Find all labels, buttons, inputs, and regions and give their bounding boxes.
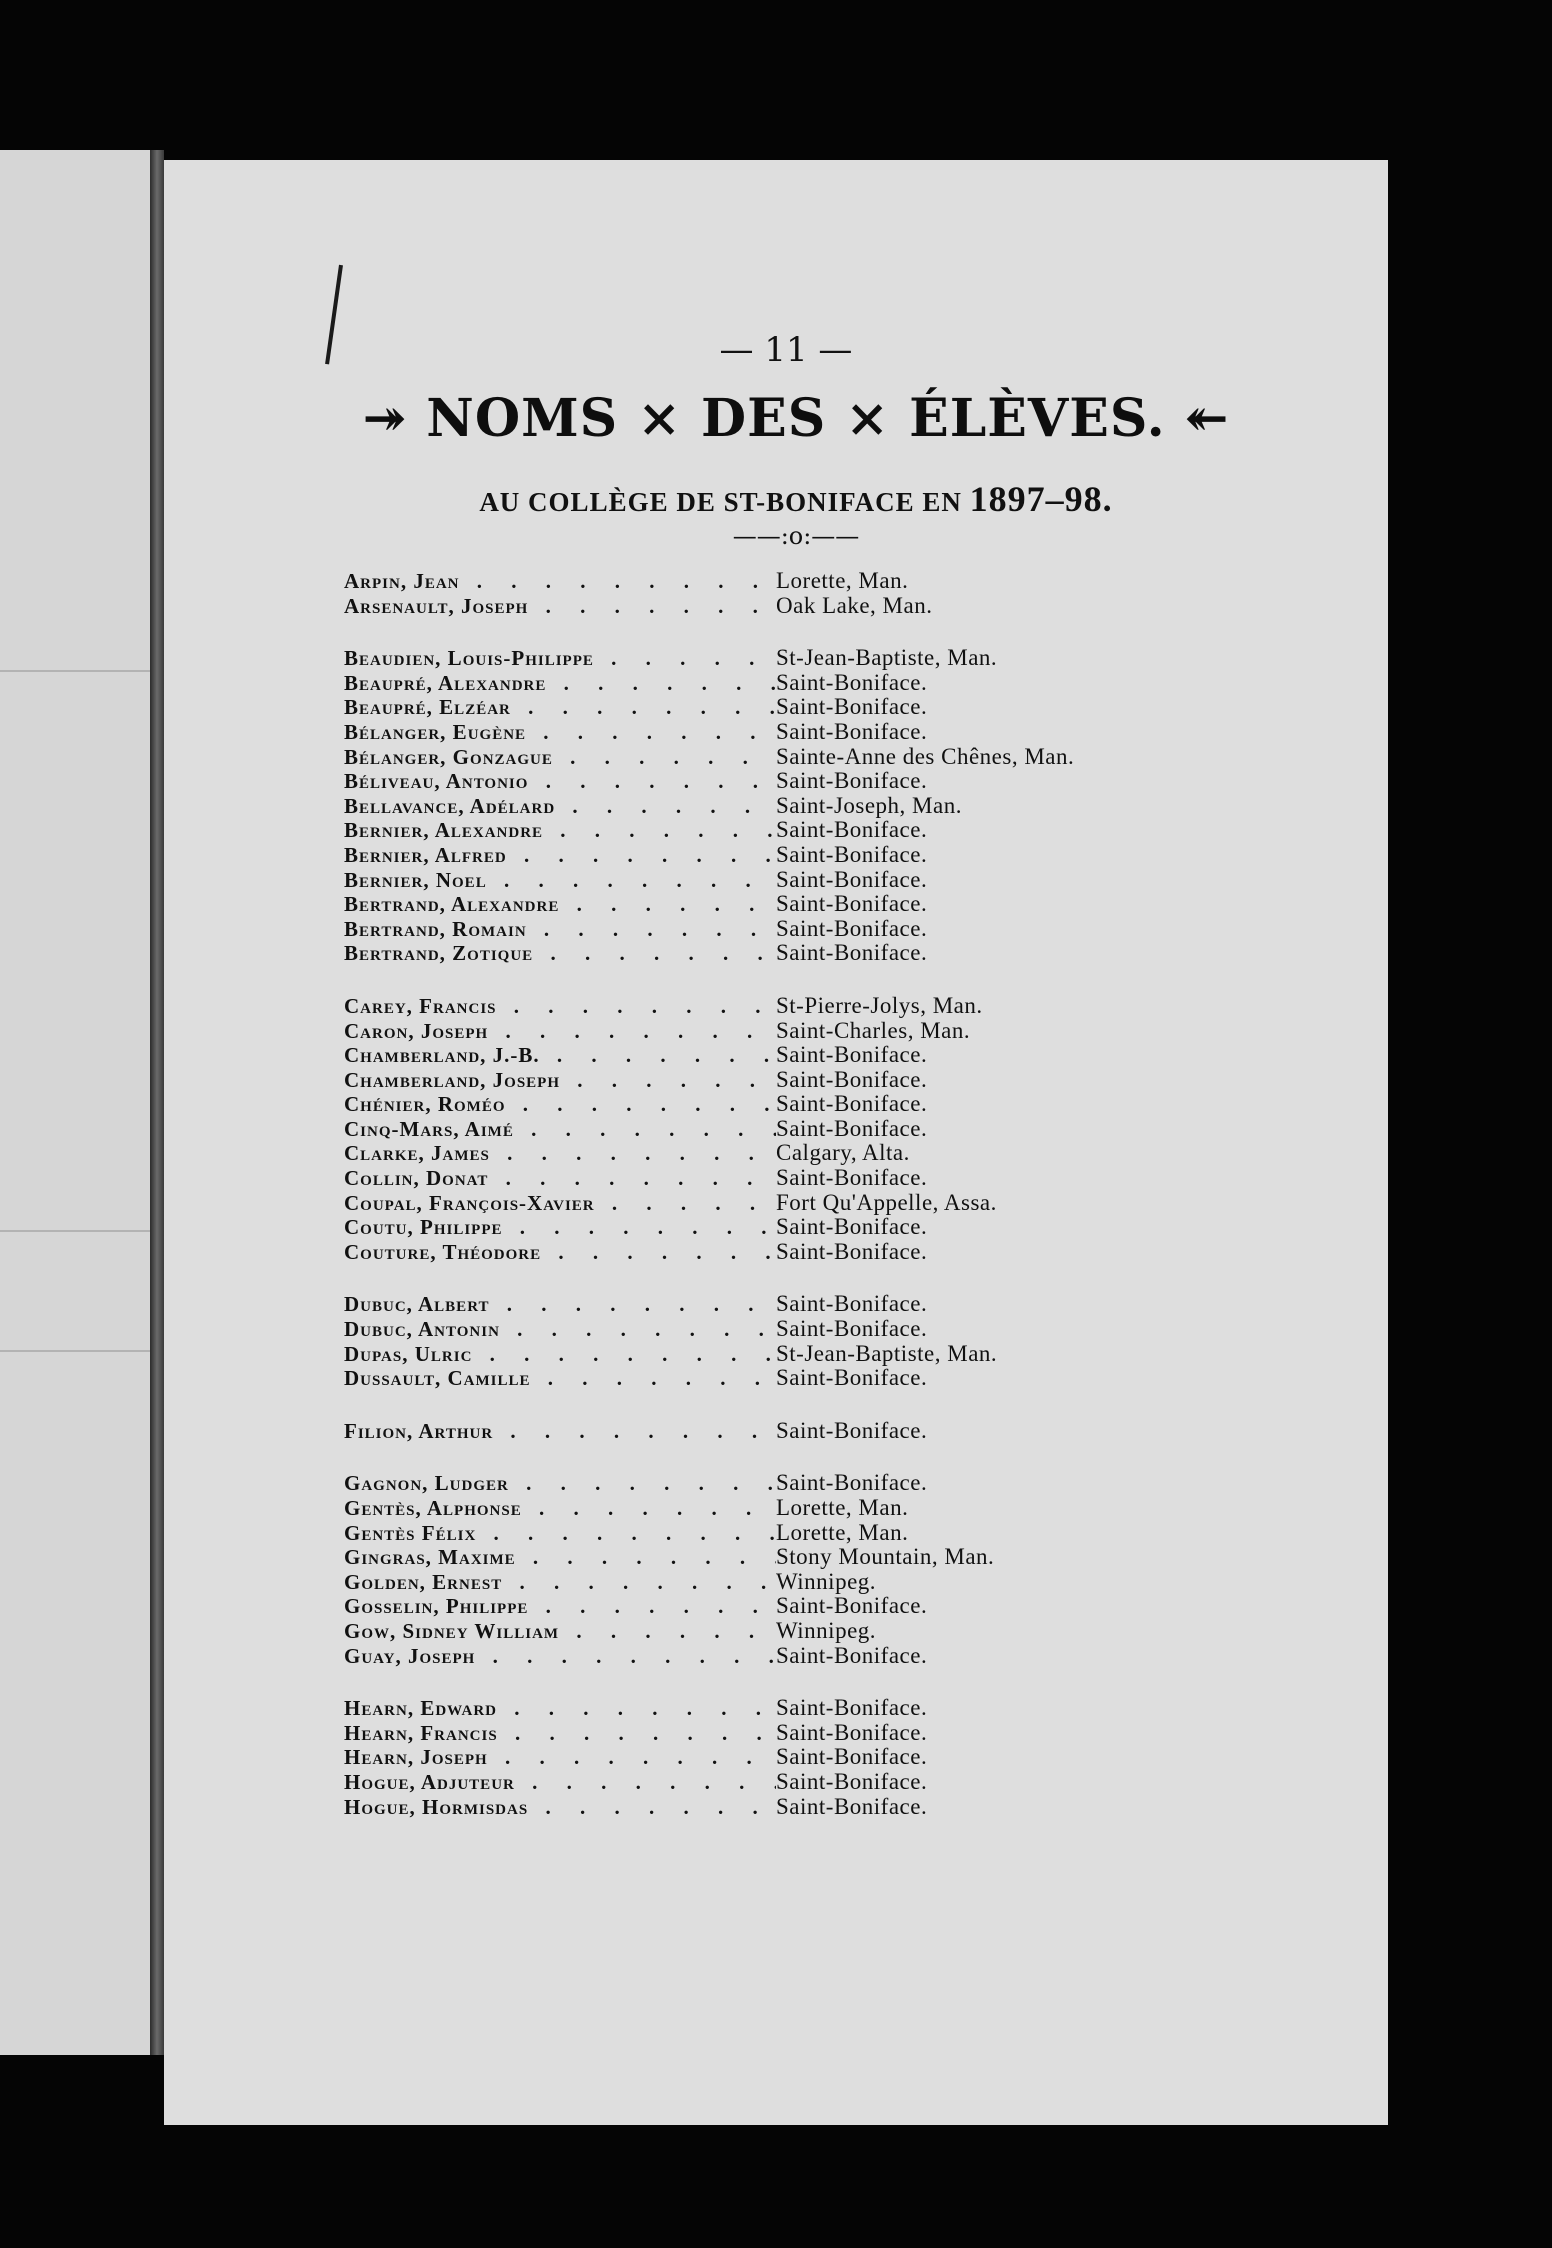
student-place: Saint-Boniface. [776,1291,928,1317]
student-name: Dupas, Ulric . . . [344,1342,776,1367]
student-row [344,670,1284,695]
student-place: Winnipeg. [776,1568,877,1594]
student-row [344,768,1284,793]
student-row [344,568,1284,593]
student-place: Saint-Boniface. [776,1115,928,1141]
student-place: Saint-Boniface. [776,1793,928,1819]
student-row [344,1116,1284,1141]
student-place: St-Jean-Baptiste, Man. [776,1340,998,1366]
student-name: Beaudien, Louis-Philippe . . . [344,646,776,671]
page-subtitle [164,478,1388,520]
student-place: Saint-Boniface. [776,669,928,695]
student-name: Bertrand, Zotique . . . [344,941,776,966]
student-row [344,1214,1284,1239]
student-place: Saint-Boniface. [776,1417,928,1443]
student-row [344,1341,1284,1366]
student-row [344,645,1284,670]
student-place: Saint-Boniface. [776,1593,928,1619]
subtitle-year: 1897–98. [969,479,1113,519]
student-place: Calgary, Alta. [776,1140,910,1166]
student-place: Saint-Boniface. [776,1238,928,1264]
student-place: Saint-Boniface. [776,1744,928,1770]
student-name: Bernier, Alexandre . . . [344,818,776,843]
student-place: Saint-Boniface. [776,891,928,917]
student-name: Hearn, Francis . . . [344,1721,776,1746]
student-place: St-Jean-Baptiste, Man. [776,645,998,671]
student-row [344,1042,1284,1067]
student-row [344,744,1284,769]
student-row [344,1569,1284,1594]
student-row [344,891,1284,916]
student-row [344,593,1284,618]
student-row [344,916,1284,941]
student-place: Saint-Boniface. [776,1042,928,1068]
student-place: Saint-Boniface. [776,1470,928,1496]
facing-page [0,150,150,2055]
student-place: Saint-Joseph, Man. [776,792,962,818]
student-place: Oak Lake, Man. [776,592,933,618]
student-place: Winnipeg. [776,1617,877,1643]
student-group [344,993,1284,1264]
student-place: Lorette, Man. [776,568,909,593]
student-place: Saint-Boniface. [776,1642,928,1668]
student-name: Bélanger, Gonzague . . . [344,745,776,770]
student-name: Arsenault, Joseph . . . [344,594,776,619]
student-name: Gingras, Maxime . . . [344,1545,776,1570]
student-list [344,568,1284,1846]
book-gutter [150,150,164,2055]
student-name: Coupal, François-Xavier . . . [344,1191,776,1216]
student-name: Caron, Joseph . . . [344,1019,776,1044]
student-group [344,645,1284,965]
student-name: Gentès Félix . . . [344,1521,776,1546]
student-name: Gentès, Alphonse . . . [344,1496,776,1521]
student-place: Saint-Boniface. [776,1165,928,1191]
student-name: Golden, Ernest . . . [344,1570,776,1595]
student-place: Saint-Boniface. [776,1695,928,1721]
student-place: Saint-Charles, Man. [776,1017,971,1043]
student-name: Beaupré, Alexandre . . . [344,671,776,696]
student-row [344,1769,1284,1794]
student-name: Coutu, Philippe . . . [344,1215,776,1240]
student-place: Saint-Boniface. [776,1316,928,1342]
student-name: Dussault, Camille . . . [344,1366,776,1391]
student-row [344,1018,1284,1043]
student-row [344,1365,1284,1390]
student-group [344,568,1284,617]
student-name: Clarke, James . . . [344,1141,776,1166]
student-row [344,817,1284,842]
student-place: Saint-Boniface. [776,1719,928,1745]
student-place: Saint-Boniface. [776,940,928,966]
student-place: Saint-Boniface. [776,694,928,720]
student-name: Bélanger, Eugène . . . [344,720,776,745]
student-row [344,1544,1284,1569]
student-name: Dubuc, Antonin . . . [344,1317,776,1342]
document-page [164,160,1388,2125]
subtitle-text: AU COLLÈGE DE ST-BONIFACE EN [479,487,962,517]
student-place: Saint-Boniface. [776,915,928,941]
student-place: Saint-Boniface. [776,866,928,892]
student-name: Chamberland, Joseph . . . [344,1068,776,1093]
student-place: Saint-Boniface. [776,768,928,794]
student-name: Bellavance, Adélard . . . [344,794,776,819]
student-row [344,1744,1284,1769]
student-place: Saint-Boniface. [776,817,928,843]
student-name: Arpin, Jean . . . [344,569,776,594]
divider-ornament: ——:o:—— [732,522,860,550]
student-name: Gagnon, Ludger . . . [344,1471,776,1496]
student-group [344,1695,1284,1818]
student-row [344,694,1284,719]
student-name: Hogue, Adjuteur . . . [344,1770,776,1795]
student-name: Béliveau, Antonio . . . [344,769,776,794]
student-row [344,1593,1284,1618]
student-row [344,1291,1284,1316]
student-place: St-Pierre-Jolys, Man. [776,992,983,1018]
student-row [344,993,1284,1018]
student-row [344,1720,1284,1745]
student-name: Guay, Joseph . . . [344,1644,776,1669]
student-row [344,1495,1284,1520]
student-row [344,1316,1284,1341]
title-text: NOMS × DES × ÉLÈVES. [426,388,1166,449]
student-name: Hearn, Joseph . . . [344,1745,776,1770]
student-name: Bernier, Noel . . . [344,868,776,893]
ruled-line [0,670,150,672]
student-group [344,1418,1284,1443]
student-name: Gosselin, Philippe . . . [344,1594,776,1619]
page-title [164,388,1388,449]
student-place: Sainte-Anne des Chênes, Man. [776,743,1075,769]
student-name: Filion, Arthur . . . [344,1419,776,1444]
student-group [344,1291,1284,1389]
student-place: Stony Mountain, Man. [776,1544,995,1570]
ruled-line [0,1350,150,1352]
student-name: Beaupré, Elzéar . . . [344,695,776,720]
student-row [344,940,1284,965]
title-left-ornament: ↠ [362,388,408,449]
student-name: Bertrand, Alexandre . . . [344,892,776,917]
student-row [344,1794,1284,1819]
student-place: Saint-Boniface. [776,1768,928,1794]
ruled-line [0,1230,150,1232]
student-row [344,842,1284,867]
student-row [344,1695,1284,1720]
title-right-ornament: ↞ [1184,388,1230,449]
student-name: Carey, Francis . . . [344,994,776,1019]
student-row [344,867,1284,892]
student-name: Collin, Donat . . . [344,1166,776,1191]
student-place: Saint-Boniface. [776,1066,928,1092]
student-row [344,1091,1284,1116]
page-number: — 11 — [719,330,853,370]
student-place: Saint-Boniface. [776,1365,928,1391]
student-place: Lorette, Man. [776,1495,909,1520]
student-place: Fort Qu'Appelle, Assa. [776,1189,997,1215]
student-group [344,1470,1284,1667]
student-row [344,1643,1284,1668]
student-name: Hearn, Edward . . . [344,1696,776,1721]
student-row [344,1067,1284,1092]
student-name: Cinq-Mars, Aimé . . . [344,1117,776,1142]
student-row [344,793,1284,818]
student-row [344,1520,1284,1545]
student-place: Saint-Boniface. [776,718,928,744]
student-name: Chamberland, J.-B. . . . [344,1043,776,1068]
student-place: Saint-Boniface. [776,1214,928,1240]
student-row [344,1190,1284,1215]
student-row [344,1140,1284,1165]
student-name: Hogue, Hormisdas . . . [344,1795,776,1820]
student-name: Bernier, Alfred . . . [344,843,776,868]
student-name: Gow, Sidney William . . . [344,1619,776,1644]
student-place: Lorette, Man. [776,1519,909,1545]
student-row [344,719,1284,744]
student-place: Saint-Boniface. [776,841,928,867]
student-row [344,1239,1284,1264]
student-row [344,1165,1284,1190]
student-name: Chénier, Roméo . . . [344,1092,776,1117]
student-row [344,1618,1284,1643]
student-name: Dubuc, Albert . . . [344,1292,776,1317]
student-name: Bertrand, Romain . . . [344,917,776,942]
student-row [344,1418,1284,1443]
student-place: Saint-Boniface. [776,1091,928,1117]
student-row [344,1470,1284,1495]
student-name: Couture, Théodore . . . [344,1240,776,1265]
